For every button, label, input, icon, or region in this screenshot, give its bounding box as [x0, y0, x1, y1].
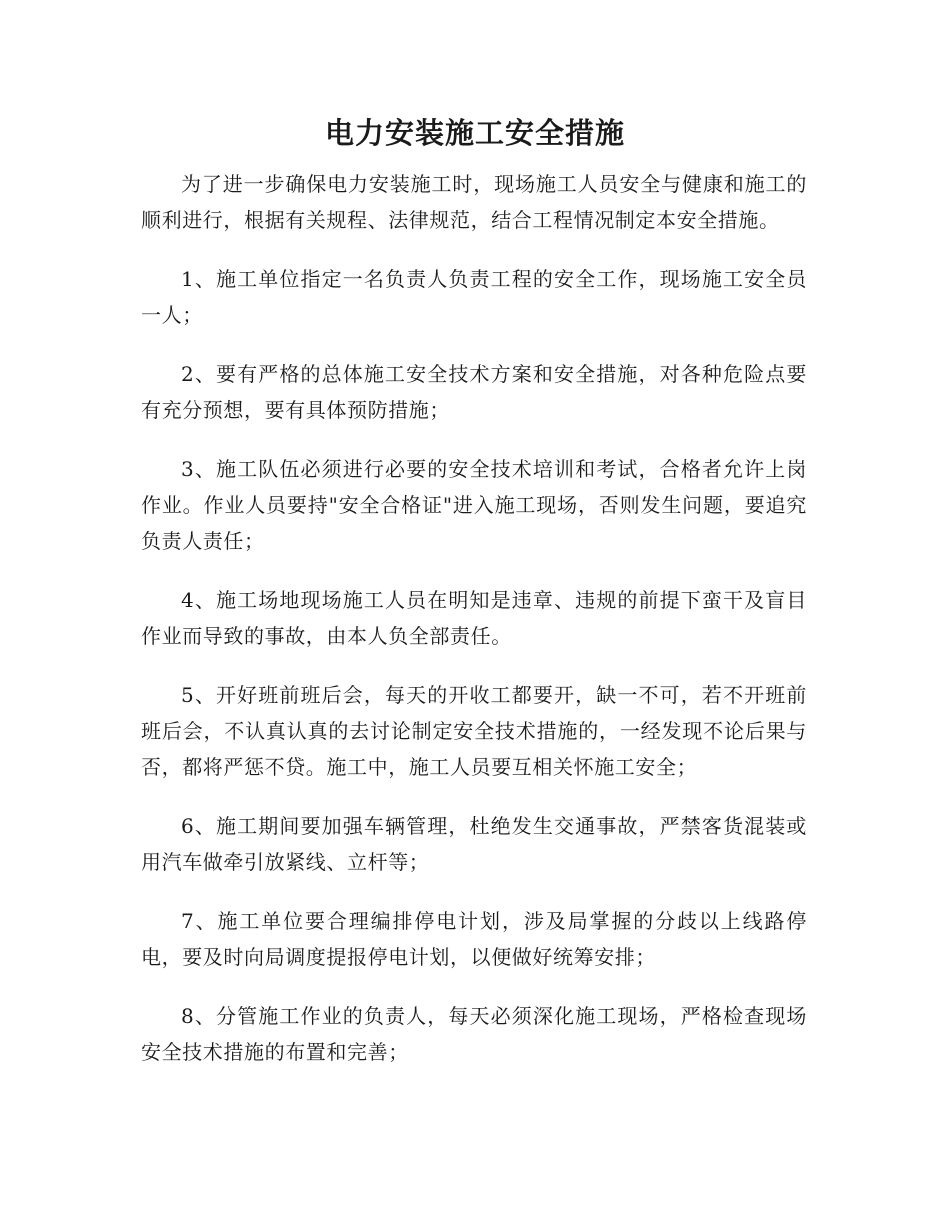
paragraph-intro: 为了进一步确保电力安装施工时，现场施工人员安全与健康和施工的顺利进行，根据有关规程、法律规范，结合工程情况制定本安全措施。: [141, 172, 807, 232]
paragraph-item-7: 7、施工单位要合理编排停电计划，涉及局掌握的分歧以上线路停电，要及时向局调度提报停电计划，以便做好统筹安排；: [141, 909, 807, 969]
paragraph-item-6: 6、施工期间要加强车辆管理，杜绝发生交通事故，严禁客货混装或用汽车做牵引放紧线、立杆等；: [141, 814, 807, 874]
paragraph-item-4: 4、施工场地现场施工人员在明知是违章、违规的前提下蛮干及盲目作业而导致的事故，由本人负全部责任。: [141, 588, 807, 648]
document-body: [141, 166, 807, 1093]
document-title: 电力安装施工安全措施: [324, 116, 625, 150]
paragraph-item-8: 8、分管施工作业的负责人，每天必须深化施工现场，严格检查现场安全技术措施的布置和完善；: [141, 1004, 807, 1064]
paragraph-item-1: 1、施工单位指定一名负责人负责工程的安全工作，现场施工安全员一人；: [141, 267, 807, 327]
paragraph-item-2: 2、要有严格的总体施工安全技术方案和安全措施，对各种危险点要有充分预想，要有具体预防措施；: [141, 362, 807, 422]
paragraph-item-3: 3、施工队伍必须进行必要的安全技术培训和考试，合格者允许上岗作业。作业人员要持"安全合格证"进入施工现场，否则发生问题，要追究负责人责任；: [141, 457, 807, 553]
paragraph-item-5: 5、开好班前班后会，每天的开收工都要开，缺一不可，若不开班前班后会，不认真认真的去讨论制定安全技术措施的，一经发现不论后果与否，都将严惩不贷。施工中，施工人员要互相关怀施工安全；: [141, 683, 807, 779]
